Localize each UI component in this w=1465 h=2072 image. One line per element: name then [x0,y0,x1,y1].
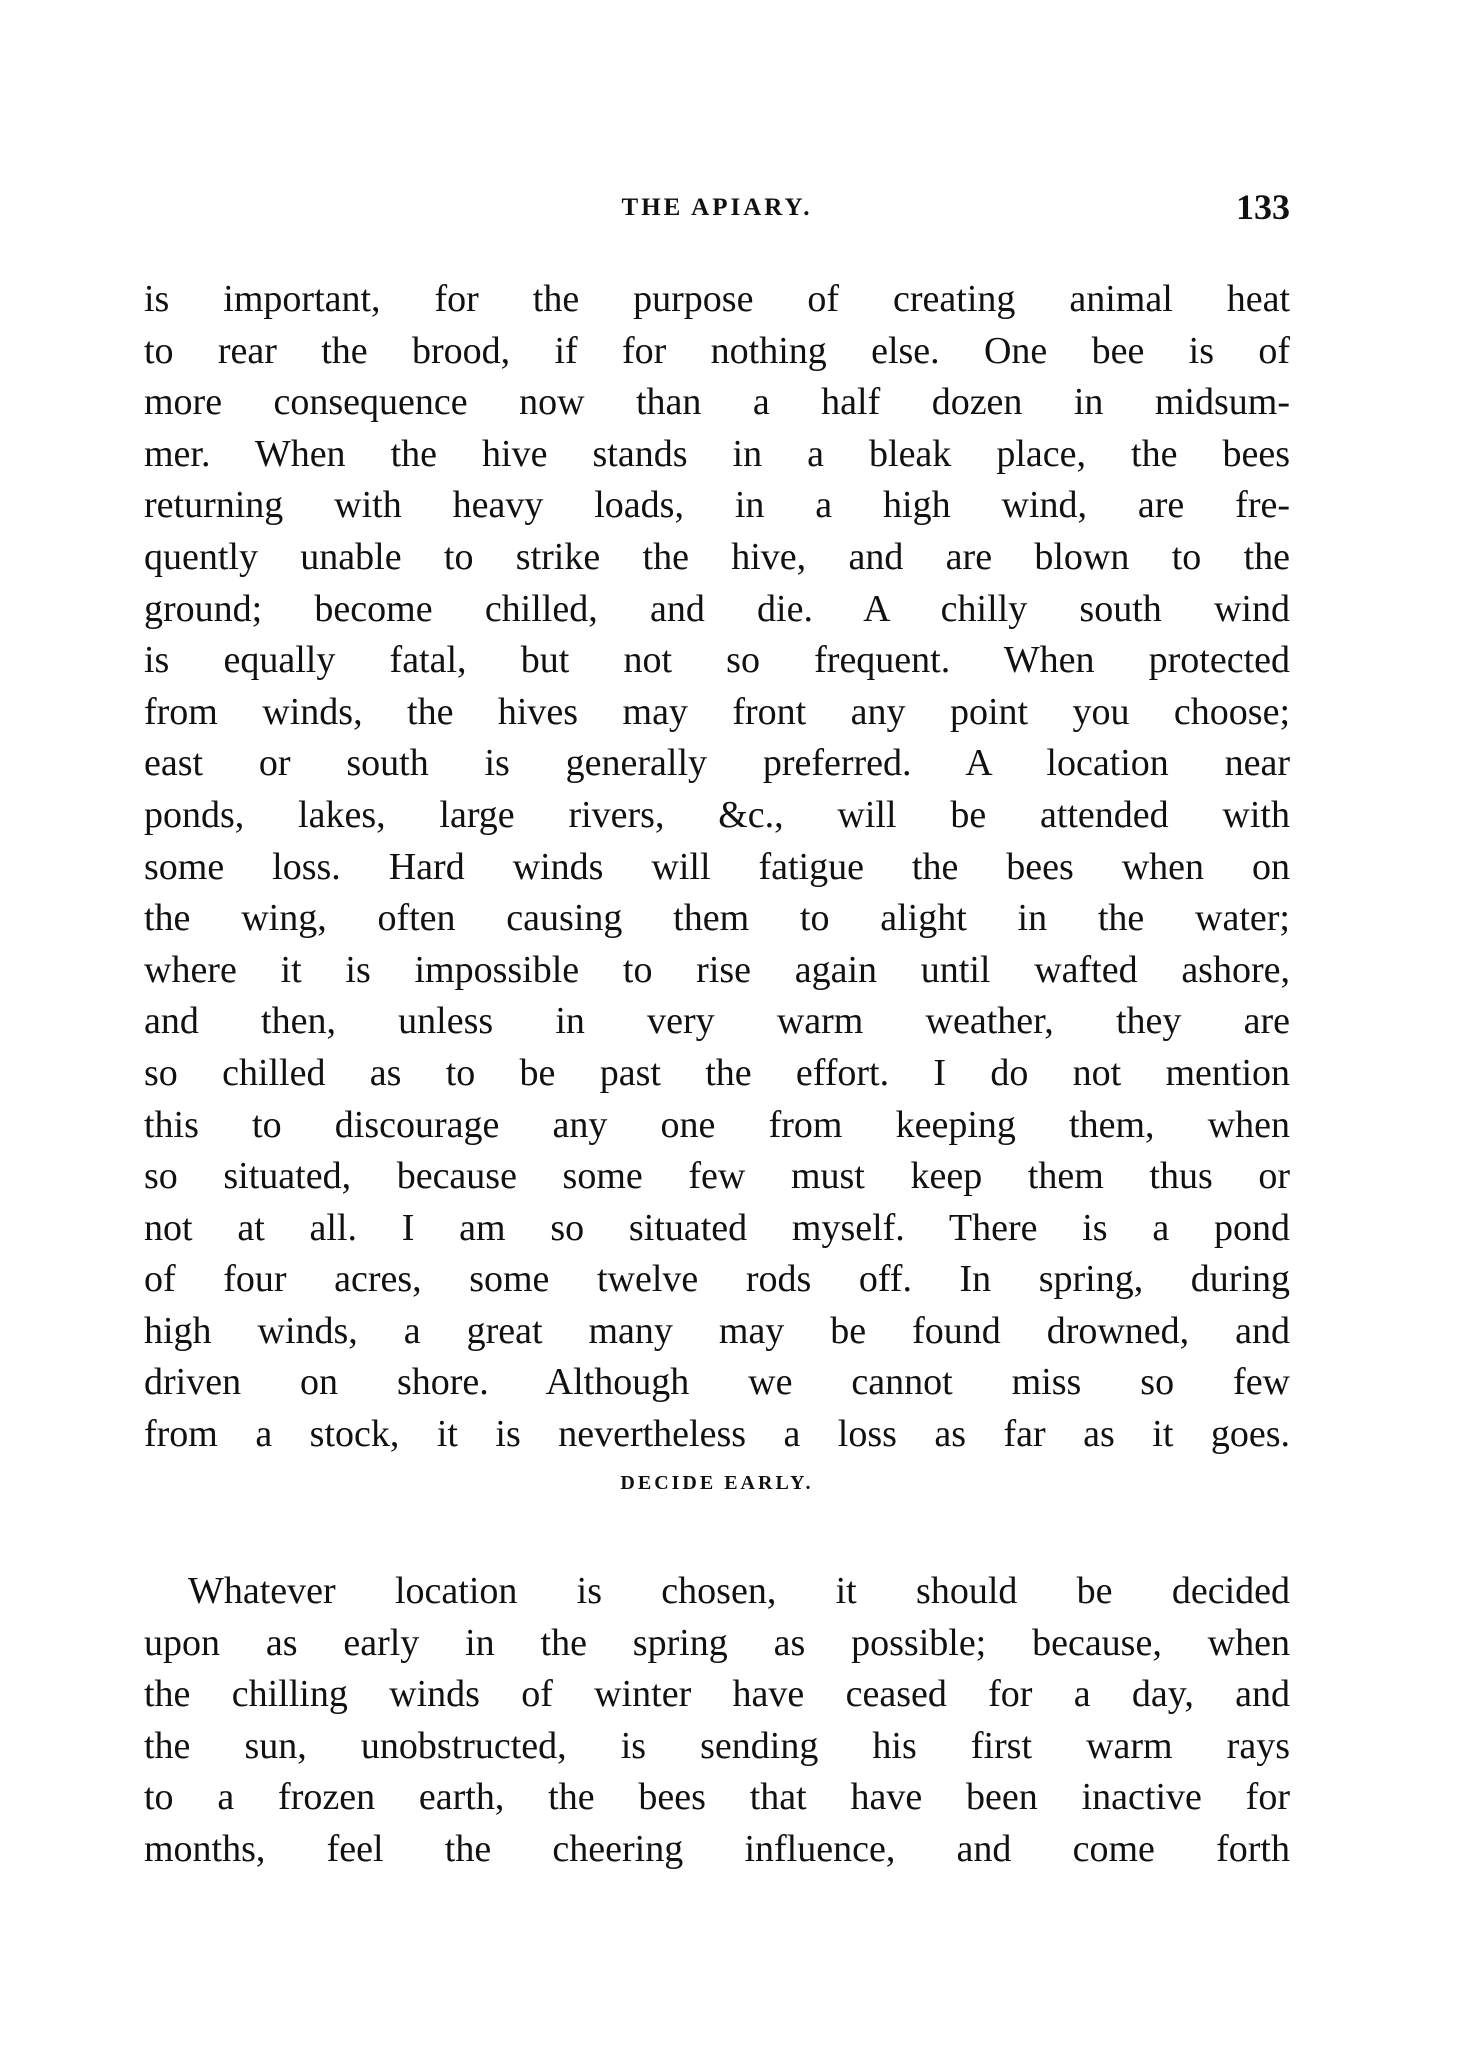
text-line: from winds, the hives may front any point you choose; [144,690,1290,733]
text-line: of four acres, some twelve rods off. In spring, during [144,1258,1290,1301]
text-line: Whatever location is chosen, it should be decided [188,1570,1290,1612]
text-line: months, feel the cheering influence, and come forth [144,1827,1290,1870]
text-line: this to discourage any one from keeping them, when [144,1103,1290,1146]
running-title: THE APIARY. [621,194,813,221]
text-line: from a stock, it is nevertheless a loss as far as it goes. [144,1413,1290,1456]
text-line: some loss. Hard winds will fatigue the bees when on [144,845,1290,888]
text-line: upon as early in the spring as possible; because, when [144,1621,1290,1664]
text-line: not at all. I am so situated myself. There is a pond [144,1206,1290,1249]
text-line: the sun, unobstructed, is sending his first warm rays [144,1724,1290,1767]
text-line: is important, for the purpose of creating animal heat [144,278,1290,320]
section-heading: DECIDE EARLY. [620,1472,814,1494]
text-line: ponds, lakes, large rivers, &c., will be attended with [144,793,1290,836]
text-line: ground; become chilled, and die. A chilly south wind [144,587,1290,630]
text-line: the chilling winds of winter have ceased for a day, and [144,1673,1290,1716]
text-line: east or south is generally preferred. A location near [144,742,1290,785]
page-number: 133 [1236,187,1290,227]
text-line: returning with heavy loads, in a high wind, are fre- [144,484,1290,527]
text-line: to rear the brood, if for nothing else. One bee is of [144,329,1290,372]
paragraph-1 [144,274,1290,1461]
text-line: and then, unless in very warm weather, they are [144,1000,1290,1043]
text-line: more consequence now than a half dozen in midsum- [144,381,1290,424]
text-line: quently unable to strike the hive, and are blown to the [144,535,1290,578]
text-line: mer. When the hive stands in a bleak place, the bees [144,432,1290,475]
text-line: where it is impossible to rise again until wafted ashore, [144,948,1290,991]
text-line: to a frozen earth, the bees that have been inactive for [144,1776,1290,1819]
running-header [144,186,1290,236]
text-line: the wing, often causing them to alight in the water; [144,897,1290,940]
text-line: so situated, because some few must keep them thus or [144,1155,1290,1198]
text-line: so chilled as to be past the effort. I do not mention [144,1051,1290,1094]
text-line: is equally fatal, but not so frequent. When protected [144,639,1290,682]
text-line: high winds, a great many may be found drowned, and [144,1309,1290,1352]
paragraph-2 [144,1566,1290,1876]
text-line: driven on shore. Although we cannot miss so few [144,1361,1290,1404]
